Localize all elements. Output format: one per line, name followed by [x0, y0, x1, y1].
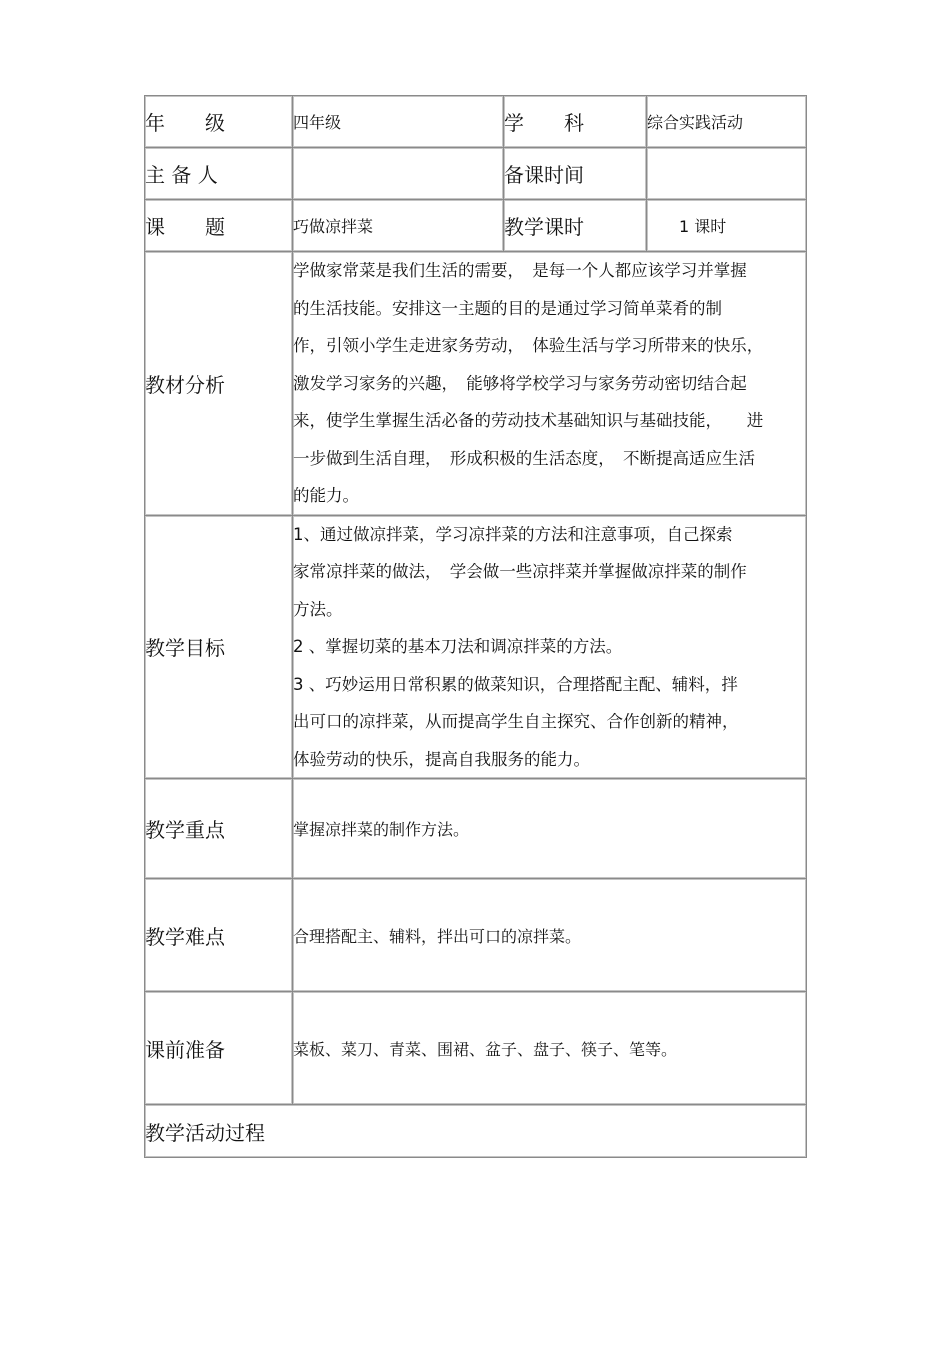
difficulties-text: 合理搭配主、辅料，拌出可口的凉拌菜。	[293, 879, 807, 992]
analysis-line: 作，引领小学生走进家务劳动， 体验生活与学习所带来的快乐，	[293, 336, 764, 355]
lesson-plan-table	[144, 95, 807, 1158]
teaching-goals-text	[293, 516, 807, 780]
goals-line: 家常凉拌菜的做法， 学会做一些凉拌菜并掌握做凉拌菜的制作	[293, 562, 747, 581]
topic-label: 课 题	[145, 200, 293, 252]
key-points-label: 教学重点	[145, 779, 293, 879]
grade-label: 年 级	[145, 96, 293, 148]
prep-time-value	[647, 148, 807, 200]
goals-line: 出可口的凉拌菜，从而提高学生自主探究、合作创新的精神，	[293, 712, 739, 731]
goals-line: 1、通过做凉拌菜，学习凉拌菜的方法和注意事项，自己探索	[293, 524, 733, 544]
analysis-line: 的生活技能。安排这一主题的目的是通过学习简单菜肴的制	[293, 298, 722, 318]
preparation-text: 菜板、菜刀、青菜、围裙、盆子、盘子、筷子、笔等。	[293, 992, 807, 1105]
topic-value: 巧做凉拌菜	[293, 200, 504, 252]
prep-time-label: 备课时间	[504, 148, 647, 200]
preparer-label: 主 备 人	[145, 148, 293, 200]
lesson-plan-document	[144, 95, 806, 1158]
row-teaching-process	[145, 1105, 807, 1158]
teaching-process-label: 教学活动过程	[145, 1105, 807, 1158]
analysis-line: 的能力。	[293, 486, 359, 505]
key-points-text: 掌握凉拌菜的制作方法。	[293, 779, 807, 879]
preparer-value	[293, 148, 504, 200]
goals-line: 体验劳动的快乐，提高自我服务的能力。	[293, 749, 590, 769]
teaching-goals-label: 教学目标	[145, 516, 293, 780]
material-analysis-label: 教材分析	[145, 252, 293, 516]
difficulties-label: 教学难点	[145, 879, 293, 992]
goals-line: 2 、掌握切菜的基本刀法和调凉拌菜的方法。	[293, 637, 623, 656]
goals-line: 3 、巧妙运用日常积累的做菜知识，合理搭配主配、辅料，拌	[293, 674, 738, 694]
row-key-points	[145, 779, 807, 879]
row-teaching-goals	[145, 516, 807, 780]
subject-value: 综合实践活动	[647, 96, 807, 148]
row-difficulties	[145, 879, 807, 992]
analysis-line: 学做家常菜是我们生活的需要， 是每一个人都应该学习并掌握	[293, 261, 747, 280]
row-preparer-time	[145, 148, 807, 200]
analysis-line: 一步做到生活自理， 形成积极的生活态度， 不断提高适应生活	[293, 448, 755, 468]
row-grade-subject	[145, 96, 807, 148]
analysis-line: 激发学习家务的兴趣， 能够将学校学习与家务劳动密切结合起	[293, 373, 747, 393]
analysis-line: 来，使学生掌握生活必备的劳动技术基础知识与基础技能， 进	[293, 411, 764, 430]
goals-line: 方法。	[293, 599, 343, 619]
row-material-analysis	[145, 252, 807, 516]
class-hours-value: 1 课时	[647, 200, 807, 252]
row-topic-hours	[145, 200, 807, 252]
grade-value: 四年级	[293, 96, 504, 148]
preparation-label: 课前准备	[145, 992, 293, 1105]
row-preparation	[145, 992, 807, 1105]
material-analysis-text	[293, 252, 807, 516]
class-hours-label: 教学课时	[504, 200, 647, 252]
subject-label: 学 科	[504, 96, 647, 148]
